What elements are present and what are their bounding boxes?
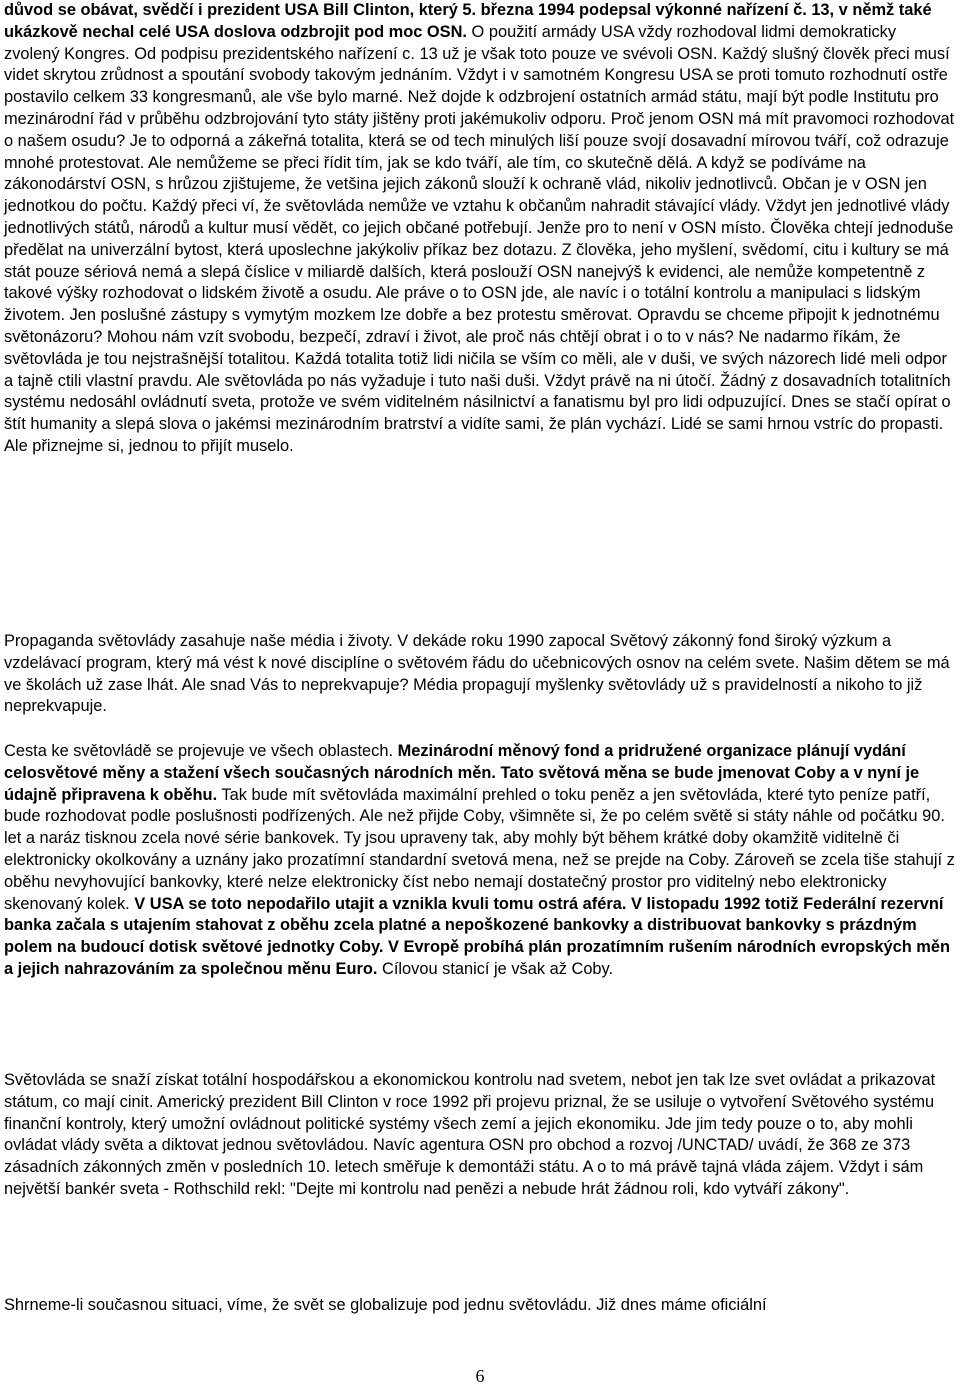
paragraph-text: Světovláda se snaží získat totální hospodářskou a ekonomickou kontrolu nad svetem, nebot jen tak lze svet ovládat a prikazovat státum, co mají cinit. Americký prezident Bill Clinton v roce 1992 při projevu priznal, že se usiluje o vytvoření Světového systému finanční kontroly, který umožní ovládnout politické systémy všech zemí a jejich ekonomiku. Jde jim tedy pouze o to, aby mohli ovládat vlády světa a diktovat jednou světovládou. Navíc agentura OSN pro obchod a rozvoj /UNCTAD/ uvádí, že 368 ze 373 zásadních zákonných změn v posledních 10. letech směřuje k demontáži státu. A o to má právě tajná vláda zájem. Vždyt i sám největší bankér sveta - Rothschild rekl: "Dejte mi kontrolu nad penězi a nebude hrát žádnou roli, kdo vytváří zákony". <box>4 1071 936 1198</box>
page-number: 6 <box>475 1366 485 1386</box>
paragraph-text: Tak bude mít světovláda maximální prehled o toku peněz a jen světovláda, které tyto peníze patří, bude rozhodovat podle poslušnosti podřízených. Ale než přijde Coby, všimněte si, že po celém světě si státy náhle od počátku 90. let a naráz tisknou zcela nové série bankovek. Ty jsou upraveny tak, aby mohly být během krátké doby okamžitě viditelně či elektronicky okolkovány a uznány jako prozatímní standardní svetová mena, než se prejde na Coby. Zároveň se zcela tiše stahují z oběhu nevyhovující bankovky, které nelze elektronicky číst nebo nemají dostatečný prostor pro viditelný nebo elektronicky skenovaný kolek. <box>4 785 955 913</box>
paragraph <box>4 1070 956 1201</box>
paragraph-bold-text: důvod se obávat, svědčí i prezident USA Bill Clinton, který 5. března 1994 podepsal výkonné nařízení č. 13, v němž také ukázkově nechal celé USA doslova odzbrojit pod moc OSN. <box>4 1 932 41</box>
paragraph-text: O použití armády USA vždy rozhodoval lidmi demokraticky zvolený Kongres. Od podpisu prezidentského nařízení c. 13 už je však toto pouze ve svévoli OSN. Každý slušný člověk přeci musí videt skrytou zrůdnost a spoutání svobody takovým jednáním. Vždyt i v samotném Kongresu USA se proti tomuto rozhodnutí ostře postavilo celkem 33 kongresmanů, ale vše bylo marné. Než dojde k odzbrojení ostatních armád státu, mají být podle Institutu pro mezinárodní řád v průběhu odzbrojování tyto státy jištěny proti jakémukoliv odporu. Proč jenom OSN má mít pravomoci rozhodovat o našem osudu? Je to odporná a zákeřná totalita, která se od tech minulých liší pouze svojí dosavadní mírovou tváří, což odrazuje mnohé protestovat. Ale nemůžeme se přeci řídit tím, jak se kdo tváří, ale tím, co skutečně dělá. A když se podíváme na zákonodárství OSN, s hrůzou zjištujeme, že vetšina jejich zákonů slouží k ochraně vlád, nikoliv jednotlivců. Občan je v OSN jen jednotkou do počtu. Každý přeci ví, že světovláda nemůže ve vztahu k občanům nahradit stávající vlády. Vždyt jen jednotlivé vlády jednotlivých států, národů a kultur musí vědět, co jejich občané potřebují. Jenže pro to není v OSN místo. Člověka chtejí jednoduše předělat na univerzální bytost, která uposlechne jakýkoliv příkaz bez dotazu. Z člověka, jeho myšlení, svědomí, citu i kultury se má stát pouze sériová nemá a slepá číslice v miliardě dalších, která poslouží OSN nanejvýš k evidenci, ale nemůže kompetentně z takové výšky rozhodovat o lidském životě a osudu. Ale práve o to OSN jde, ale navíc i o totální kontrolu a manipulaci s lidským životem. Jen poslušné zástupy s vymytým mozkem lze dobře a bez protestu směrovat. Opravdu se chceme připojit k jednotnému světonázoru? Mohou nám vzít svobodu, bezpečí, zdraví i život, ale proč nás chtějí obrat i o to v nás? Ne nadarmo říkám, že světovláda je tou nejstrašnější totalitou. Každá totalita totiž lidi ničila se vším co měli, ale v duši, ve svých názorech lidé meli odpor a tajně ctili vlastní pravdu. Ale světovláda po nás vyžaduje i tuto naši duši. Vždyt právě na ni útočí. Žádný z dosavadních totalitních systému nedosáhl ovládnutí sveta, protože ve svém viditelném násilnictví a fanatismu byl pro lidi odpuzující. Dnes se stačí opírat o štít humanity a slepá slova o jakémsi mezinárodním bratrství a vidíte sami, že plán vychází. Lidé se sami hrnou vstríc do propasti. Ale přiznejme si, jednou to přijít muselo. <box>4 22 955 455</box>
paragraph <box>4 631 956 718</box>
paragraph-text: Propaganda světovlády zasahuje naše média i životy. V dekáde roku 1990 zapocal Světový zákonný fond široký výzkum a vzdelávací program, který má vést k nové disciplíne o světovém řádu do učebnicových osnov na celém svete. Našim dětem se má ve školách už zase lhát. Ale snad Vás to neprekvapuje? Média propagují myšlenky světovlády už s pravidelností a nikoho to již neprekvapuje. <box>4 632 950 716</box>
paragraph <box>4 1295 956 1317</box>
paragraph-text: Cílovou stanicí je však až Coby. <box>377 959 614 978</box>
paragraph-bold-text: Mezinárodní měnový fond a pridružené organizace plánují vydání celosvětové měny a stažení všech současných národních měn. Tato světová měna se bude jmenovat Coby a v nyní je údajně připravena k oběhu. <box>4 742 920 804</box>
paragraph-text: Cesta ke světovládě se projevuje ve všech oblastech. <box>4 742 398 760</box>
paragraph <box>4 741 956 981</box>
paragraph <box>4 0 956 458</box>
paragraph-bold-text: V USA se toto nepodařilo utajit a vznikla kvuli tomu ostrá aféra. V listopadu 1992 totiž Federální rezervní banka začala s utajením stahovat z oběhu zcela platné a nepoškozené bankovky a distribuovat bankovky s prázdným polem na budoucí dotisk světové jednotky Coby. V Evropě probíhá plán prozatímním rušením národních evropských měn a jejich nahrazováním za společnou měnu Euro. <box>4 894 950 978</box>
paragraph-text: Shrneme-li současnou situaci, víme, že svět se globalizuje pod jednu světovládu. Již dnes máme oficiální <box>4 1296 767 1314</box>
